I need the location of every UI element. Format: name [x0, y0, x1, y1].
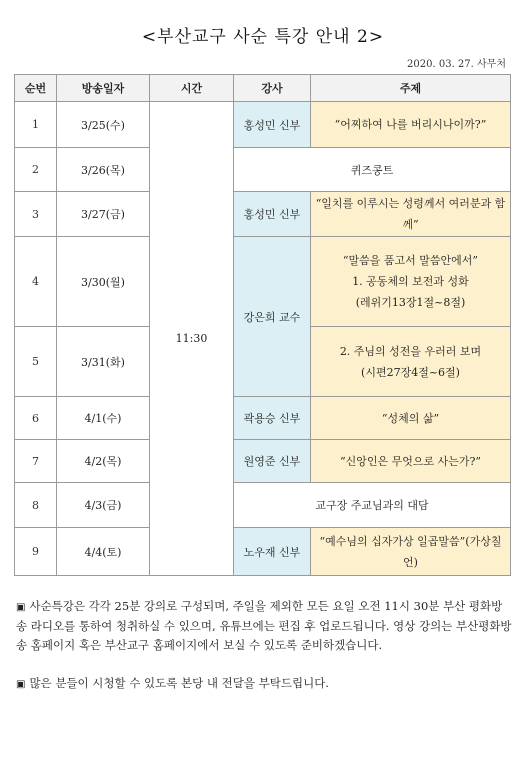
- topic-subtitle: 2. 주님의 성전을 우러러 보며: [339, 344, 482, 358]
- table-row: [15, 237, 511, 327]
- broadcast-time: 11:30: [150, 102, 234, 576]
- note-paragraph: [16, 597, 512, 655]
- lecture-topic: [311, 327, 511, 397]
- lecture-topic: [311, 237, 511, 327]
- lecture-topic: “어찌하여 나를 버리시나이까?”: [311, 102, 511, 148]
- notes-section: [16, 597, 512, 713]
- table-row: [15, 397, 511, 440]
- lecturer: 노우재 신부: [234, 528, 311, 576]
- row-number: 4: [15, 237, 57, 327]
- row-number: 1: [15, 102, 57, 148]
- lecture-topic: “신앙인은 무엇으로 사는가?”: [311, 440, 511, 483]
- lecture-topic: “일치를 이루시는 성령께서 여러분과 함께”: [311, 192, 511, 237]
- topic-subtitle: 1. 공동체의 보전과 성화: [352, 275, 469, 288]
- row-number: 9: [15, 528, 57, 576]
- column-header-no: 순번: [15, 75, 57, 102]
- table-header-row: [15, 75, 511, 102]
- broadcast-date: 3/31(화): [57, 327, 150, 397]
- schedule-table: [14, 74, 511, 576]
- broadcast-date: 4/2(목): [57, 440, 150, 483]
- page-title: <부산교구 사순 특강 안내 2>: [141, 27, 385, 47]
- broadcast-date: 3/30(월): [57, 237, 150, 327]
- note-text: 사순특강은 각각 25분 강의로 구성되며, 주일을 제외한 모든 요일 오전 11시 30분 부산 평화방송 라디오를 통하여 청취하실 수 있으며, 유튜브에는 편집 후 업로드됩니다. 영상 강의는 부산평화방송 홈페이지 혹은 부산교구 홈페이지에서 보실 수 있도록 준비하겠습니다.: [16, 599, 512, 652]
- row-number: 8: [15, 483, 57, 528]
- square-bullet-icon: ▣: [16, 602, 26, 613]
- table-row: [15, 528, 511, 576]
- note-text: 많은 분들이 시청할 수 있도록 본당 내 전달을 부탁드립니다.: [29, 676, 329, 690]
- row-number: 3: [15, 192, 57, 237]
- row-number: 2: [15, 148, 57, 192]
- topic-scripture: (시편27장4절~6절): [361, 365, 460, 379]
- row-number: 5: [15, 327, 57, 397]
- column-header-date: 방송일자: [57, 75, 150, 102]
- program-title: 퀴즈콩트: [234, 148, 511, 192]
- document-date: 2020. 03. 27. 사무처: [407, 59, 506, 70]
- broadcast-date: 3/27(금): [57, 192, 150, 237]
- broadcast-date: 4/1(수): [57, 397, 150, 440]
- lecturer: 강은희 교수: [234, 237, 311, 397]
- topic-scripture: (레위기13장1절~8절): [355, 296, 466, 309]
- broadcast-date: 3/26(목): [57, 148, 150, 192]
- row-number: 7: [15, 440, 57, 483]
- table-row: [15, 102, 511, 148]
- square-bullet-icon: ▣: [16, 679, 26, 690]
- note-paragraph: [16, 674, 512, 694]
- lecturer: 홍성민 신부: [234, 102, 311, 148]
- broadcast-date: 4/3(금): [57, 483, 150, 528]
- lecturer: 곽용승 신부: [234, 397, 311, 440]
- column-header-topic: 주제: [311, 75, 511, 102]
- broadcast-date: 4/4(토): [57, 528, 150, 576]
- column-header-time: 시간: [150, 75, 234, 102]
- table-row: [15, 192, 511, 237]
- table-row: [15, 440, 511, 483]
- lecturer: 원영준 신부: [234, 440, 311, 483]
- row-number: 6: [15, 397, 57, 440]
- program-title: 교구장 주교님과의 대담: [234, 483, 511, 528]
- lecture-topic: “예수님의 십자가상 일곱말씀”(가상칠언): [311, 528, 511, 576]
- column-header-lecturer: 강사: [234, 75, 311, 102]
- lecture-topic: “성체의 삶”: [311, 397, 511, 440]
- lecturer: 홍성민 신부: [234, 192, 311, 237]
- topic-heading: “말씀을 품고서 말씀안에서”: [342, 254, 479, 267]
- table-row: [15, 483, 511, 528]
- table-row: [15, 148, 511, 192]
- broadcast-date: 3/25(수): [57, 102, 150, 148]
